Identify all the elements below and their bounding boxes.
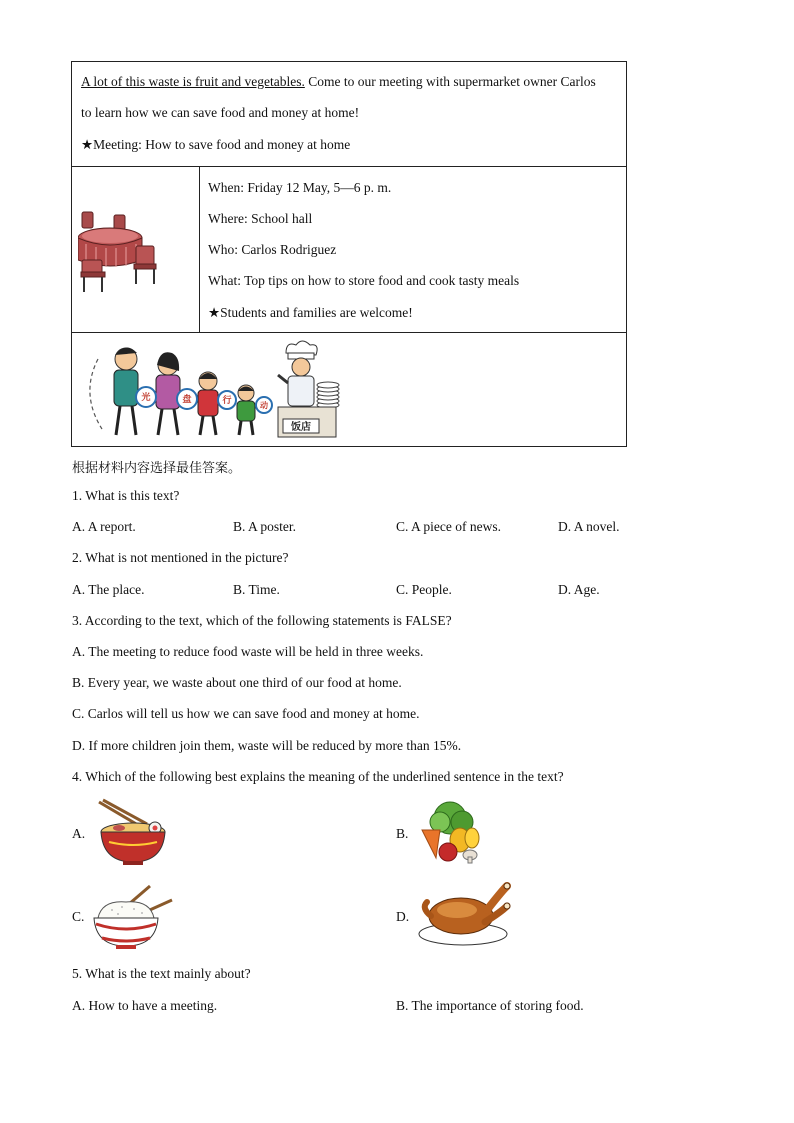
question-3-option-d[interactable]: D. If more children join them, waste will be reduced by more than 15%. xyxy=(72,738,462,753)
poster-intro-row xyxy=(72,62,626,167)
poster-table xyxy=(71,61,627,447)
vegetables-image[interactable] xyxy=(416,800,482,866)
plate-label-4: 动 xyxy=(260,401,268,410)
restaurant-sign: 饭店 xyxy=(291,422,311,433)
instruction-text: 根据材料内容选择最佳答案。 xyxy=(72,461,242,476)
question-4-option-d-label[interactable]: D. xyxy=(396,909,410,924)
question-4-option-c-label[interactable]: C. xyxy=(72,909,85,924)
intro-line-1 xyxy=(81,74,596,90)
detail-welcome: ★Students and families are welcome! xyxy=(208,305,413,320)
question-1-option-a[interactable]: A. A report. xyxy=(72,519,136,534)
question-2-option-a[interactable]: A. The place. xyxy=(72,582,145,597)
intro-rest: Come to our meeting with supermarket owner Carlos xyxy=(304,74,596,89)
underlined-sentence: A lot of this waste is fruit and vegetables. xyxy=(81,74,305,89)
question-1-stem: 1. What is this text? xyxy=(72,488,180,503)
question-4-option-a-label[interactable]: A. xyxy=(72,826,86,841)
question-2-option-c[interactable]: C. People. xyxy=(396,582,452,597)
question-5-option-a[interactable]: A. How to have a meeting. xyxy=(72,998,218,1013)
detail-who: Who: Carlos Rodriguez xyxy=(208,242,337,257)
dining-table-illustration xyxy=(78,208,168,298)
detail-what: What: Top tips on how to store food and cook tasty meals xyxy=(208,273,520,288)
plate-label-3: 行 xyxy=(222,396,232,406)
intro-line-2: to learn how we can save food and money at home! xyxy=(81,105,360,120)
plate-label-2: 盘 xyxy=(182,395,192,405)
question-5-stem: 5. What is the text mainly about? xyxy=(72,966,251,981)
question-3-option-b[interactable]: B. Every year, we waste about one third of our food at home. xyxy=(72,675,402,690)
poster-details-row xyxy=(72,166,626,333)
question-3-option-c[interactable]: C. Carlos will tell us how we can save food and money at home. xyxy=(72,706,420,721)
question-1-option-d[interactable]: D. A novel. xyxy=(558,519,620,534)
question-3-option-a[interactable]: A. The meeting to reduce food waste will be held in three weeks. xyxy=(72,644,424,659)
rice-bowl-image[interactable] xyxy=(92,882,174,952)
poster-cartoon-row xyxy=(72,333,626,447)
clean-plate-cartoon-illustration xyxy=(80,339,340,443)
roast-chicken-image[interactable] xyxy=(417,882,513,948)
question-2-option-d[interactable]: D. Age. xyxy=(558,582,600,597)
meeting-title: ★Meeting: How to save food and money at home xyxy=(81,137,351,152)
question-1-option-b[interactable]: B. A poster. xyxy=(233,519,297,534)
question-2-stem: 2. What is not mentioned in the picture? xyxy=(72,550,289,565)
detail-where: Where: School hall xyxy=(208,211,313,226)
question-4-option-b-label[interactable]: B. xyxy=(396,826,409,841)
detail-when: When: Friday 12 May, 5—6 p. m. xyxy=(208,180,392,195)
question-3-stem: 3. According to the text, which of the following statements is FALSE? xyxy=(72,613,452,628)
question-5-option-b[interactable]: B. The importance of storing food. xyxy=(396,998,584,1013)
question-2-option-b[interactable]: B. Time. xyxy=(233,582,280,597)
question-4-stem: 4. Which of the following best explains the meaning of the underlined sentence in the text? xyxy=(72,769,564,784)
plate-label-1: 光 xyxy=(141,393,151,403)
noodle-bowl-image[interactable] xyxy=(95,798,171,866)
table-image-cell xyxy=(72,166,200,332)
question-1-option-c[interactable]: C. A piece of news. xyxy=(396,519,501,534)
